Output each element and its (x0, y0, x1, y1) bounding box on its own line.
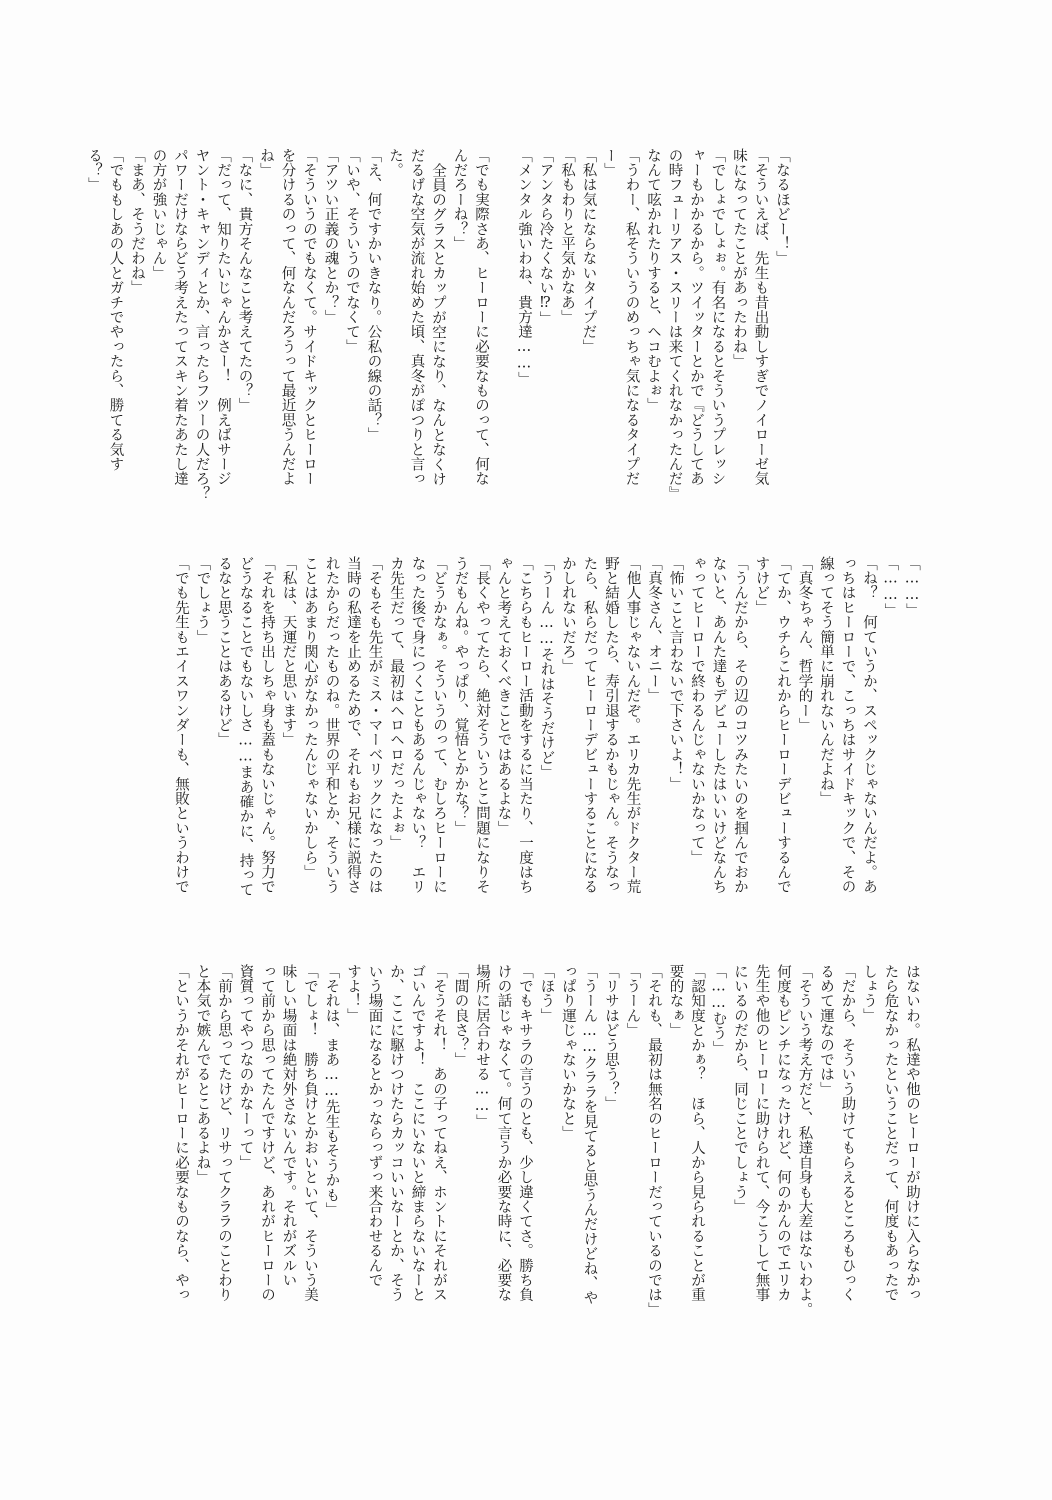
text-line: 「うーん」 (624, 964, 641, 1038)
text-line: 当時の私達を止めるためで、それもお兄様に説得さ (345, 556, 361, 895)
text-line: 「いや、そういうのでなくて」 (344, 148, 360, 354)
text-line: けの話じゃなくて。何て言うか必要な時に、必要な (495, 964, 512, 1303)
text-line: 「アンタら冷たくない⁉」 (537, 148, 554, 326)
text-line: 「私は、天運だと思います」 (280, 556, 297, 748)
text-block-middle (116, 556, 922, 946)
text-line: 「……むう」 (710, 964, 727, 1056)
text-line: 「うわー、私そういうのめっちゃ気になるタイプだ (623, 148, 640, 487)
text-line: と本気で嫉んでるとこあるよね」 (194, 964, 211, 1185)
text-line: カ先生だって、最初はヘロヘロだったよぉ」 (388, 556, 404, 850)
text-line: 「そもそも先生がミス・マーベリックになったのは (366, 556, 383, 895)
text-line: れたからだったものね。世界の平和とか、そういう (323, 556, 340, 895)
text-line: ゴいんですよ！ ここにいないと締まらないなーと (409, 964, 426, 1303)
text-line: ないと、あんた達もデビューしたはいいけどなんち (710, 556, 727, 895)
text-line: 「でも実際さあ、ヒーローに必要なものって、何な (473, 148, 489, 487)
text-line: 「なに、貴方そんなこと考えてたの？」 (236, 148, 253, 413)
text-line: 「うんだから、その辺のコツみたいのを掴んでおか (732, 556, 748, 895)
text-line: ー」 (602, 148, 618, 178)
text-block-top (86, 148, 792, 546)
text-line: 「ほう」 (538, 964, 555, 1023)
text-line: 先生や他のヒーローに助けられて、今こうして無事 (753, 964, 770, 1303)
text-line: どうなることでもないしさ……まあ確かに、持って (237, 556, 254, 898)
text-line: 「でも先生もエイスワンダーも、無敗というわけで (173, 556, 189, 895)
text-line: 「……」 (904, 556, 920, 618)
text-line: 「メンタル強いわね、貴方達……」 (516, 148, 532, 387)
text-line: 「リサはどう思う？」 (603, 964, 619, 1111)
text-line: 野と結婚したら、寿引退するかもじゃん。そうなっ (603, 556, 619, 895)
text-line: か、ここに駆けつけたらカッコいいなーとか、そう (388, 964, 404, 1303)
text-line: 「私は気にならないタイプだ」 (580, 148, 597, 354)
text-line: の時フューリアス・スリーは来てくれなかったんだ』 (666, 148, 683, 501)
text-line: っちはヒーローで、こっちはサイドキックで、その (839, 556, 856, 895)
text-line: だるげな空気が流れ始めた頃、真冬がぽつりと言っ (408, 148, 425, 487)
text-line: はないわ。私達や他のヒーローが助けに入らなかっ (904, 964, 920, 1303)
text-line: たら危なかったということだって、何度もあったで (882, 964, 899, 1303)
text-line: 「てか、ウチらこれからヒーローデビューするんで (775, 556, 791, 895)
text-line: 「真冬さん、オニー」 (646, 556, 662, 703)
text-line: 「そうそれ！ あの子ってねえ、ホントにそれがス (431, 964, 447, 1303)
text-line: うだもんね。やっぱり、覚悟とかかな？」 (452, 556, 469, 836)
text-line: 「アツい正義の魂とか？」 (322, 148, 339, 325)
text-line: 味しい場面は絶対外さないんです。それがズルい (280, 964, 297, 1288)
text-line: たら、私らだってヒーローデビューすることになる (581, 556, 598, 895)
text-line: ことはあまり関心がなかったんじゃないかしら」 (302, 556, 318, 880)
text-line: 何度もピンチになったけれど、何のかんのでエリカ (775, 964, 791, 1303)
text-line: 線ってそう簡単に崩れないんだよね」 (818, 556, 834, 806)
text-line: るなと思うことはあるけど」 (216, 556, 232, 748)
text-line: 「うーん……クララを見てると思うんだけどね、や (581, 964, 598, 1306)
text-line: なった後で身につくこともあるんじゃない？ エリ (409, 556, 426, 895)
text-line: しょう」 (861, 964, 877, 1023)
text-line: を分けるのって、何なんだろうって最近思うんだよ (279, 148, 296, 487)
text-block-bottom (116, 964, 922, 1354)
text-line: 「だから、そういう助けてもらえるところもひっく (839, 964, 856, 1303)
text-line: 「他人事じゃないんだぞ。エリカ先生がドクター荒 (624, 556, 641, 895)
text-line: 「でしょう」 (194, 556, 211, 645)
text-line: 「それは、まあ……先生もそうかも」 (323, 964, 340, 1217)
text-line: 「間の良さ？」 (452, 964, 469, 1067)
text-line: 「こちらもヒーロー活動をするに当たり、一度はち (517, 556, 533, 895)
text-line: すよ！」 (345, 964, 361, 1023)
text-line: にいるのだから、同じことでしょう」 (732, 964, 748, 1214)
text-line: 要的なぁ」 (667, 964, 684, 1038)
text-line: 「それも、最初は無名のヒーローだっているのでは」 (646, 964, 662, 1317)
text-line: 「それを持ち出しちゃ身も蓋もないじゃん。努力で (259, 556, 275, 895)
text-line: 「でしょでしょぉ。有名になるとそういうプレッシ (709, 148, 726, 487)
text-line: る？」 (86, 148, 102, 193)
text-line: の方が強いじゃん」 (150, 148, 167, 281)
text-line: っぱり運じゃないかなと」 (560, 964, 576, 1141)
text-line: 「でももしあの人とガチでやったら、勝てる気す (107, 148, 124, 472)
text-line: 「でもキサラの言うのとも、少し違くてさ。勝ち負 (517, 964, 533, 1303)
text-line: かしれないだろ」 (560, 556, 576, 674)
text-line: 「そういえば、先生も昔出動しすぎでノイローゼ気 (752, 148, 769, 487)
text-line: ヤント・キャンディとか、言ったらフツーの人だろ？ (193, 148, 210, 501)
text-line: るめて運なのでは」 (818, 964, 834, 1097)
text-line: 場所に居合わせる……」 (474, 964, 490, 1129)
text-line: パワーだけならどう考えたってスキン着たあたし達 (172, 148, 188, 487)
text-line: 「というかそれがヒーローに必要なものなら、やっ (173, 964, 189, 1303)
text-line: 「そういう考え方だと、私達自身も大差はないわよ。 (796, 964, 813, 1317)
text-line: 味になってたことがあったわね」 (731, 148, 747, 369)
text-line: 「だって、知りたいじゃんかさー！ 例えばサージ (215, 148, 231, 487)
text-line: って前から思ってたんですけど、あれがヒーローの (259, 964, 275, 1303)
text-line: 「怖いこと言わないで下さいよ！」 (667, 556, 684, 792)
text-line: 「……」 (882, 556, 899, 618)
text-line: 「なるほどー！」 (774, 148, 790, 266)
text-line: なんて呟かれたりすると、ヘコむよぉ」 (645, 148, 661, 413)
text-line: 全員のグラスとカップが空になり、なんとなくけ (430, 162, 446, 486)
text-line: 「真冬ちゃん、哲学的ー」 (796, 556, 813, 733)
text-line: 「私もわりと平気かなあ」 (559, 148, 575, 325)
text-line: 「長くやってたら、絶対そういうとこ問題になりそ (474, 556, 490, 895)
text-line: 「そういうのでもなくて。サイドキックとヒーロー (301, 148, 317, 487)
text-line: ね」 (258, 148, 274, 178)
text-line: すけど」 (753, 556, 770, 615)
text-line: 「え、何ですかいきなり。公私の線の話？」 (365, 148, 382, 442)
text-line: いう場面になるとかっならっずっ来合わせるんで (366, 964, 383, 1288)
text-line: んだろーね？」 (451, 148, 468, 251)
text-line: ゃんと考えておくべきことではあるよな」 (495, 556, 512, 836)
text-line: ャーもかかるから。ツイッターとかで『どうしてあ (688, 148, 704, 487)
text-line: 資質ってやつなのかなーって」 (237, 964, 254, 1170)
text-line: 「認知度とかぁ？ ほら、人から見られることが重 (689, 964, 705, 1303)
text-line: 「ね？ 何ていうか、スペックじゃないんだよ。あ (861, 556, 877, 895)
text-line: た。 (387, 148, 403, 178)
text-line: 「どうかなぁ。そういうのって、むしろヒーローに (431, 556, 447, 895)
text-line: 「うーん……それはそうだけど」 (538, 556, 555, 780)
text-line: 「でしょ！ 勝ち負けとかおいといて、そういう美 (302, 964, 318, 1303)
text-line: ゃってヒーローで終わるんじゃないかなって」 (689, 556, 705, 865)
text-line: 「前から思ってたけど、リサってクララのことわり (216, 964, 232, 1303)
text-line: 「まあ、そうだわね」 (129, 148, 145, 295)
